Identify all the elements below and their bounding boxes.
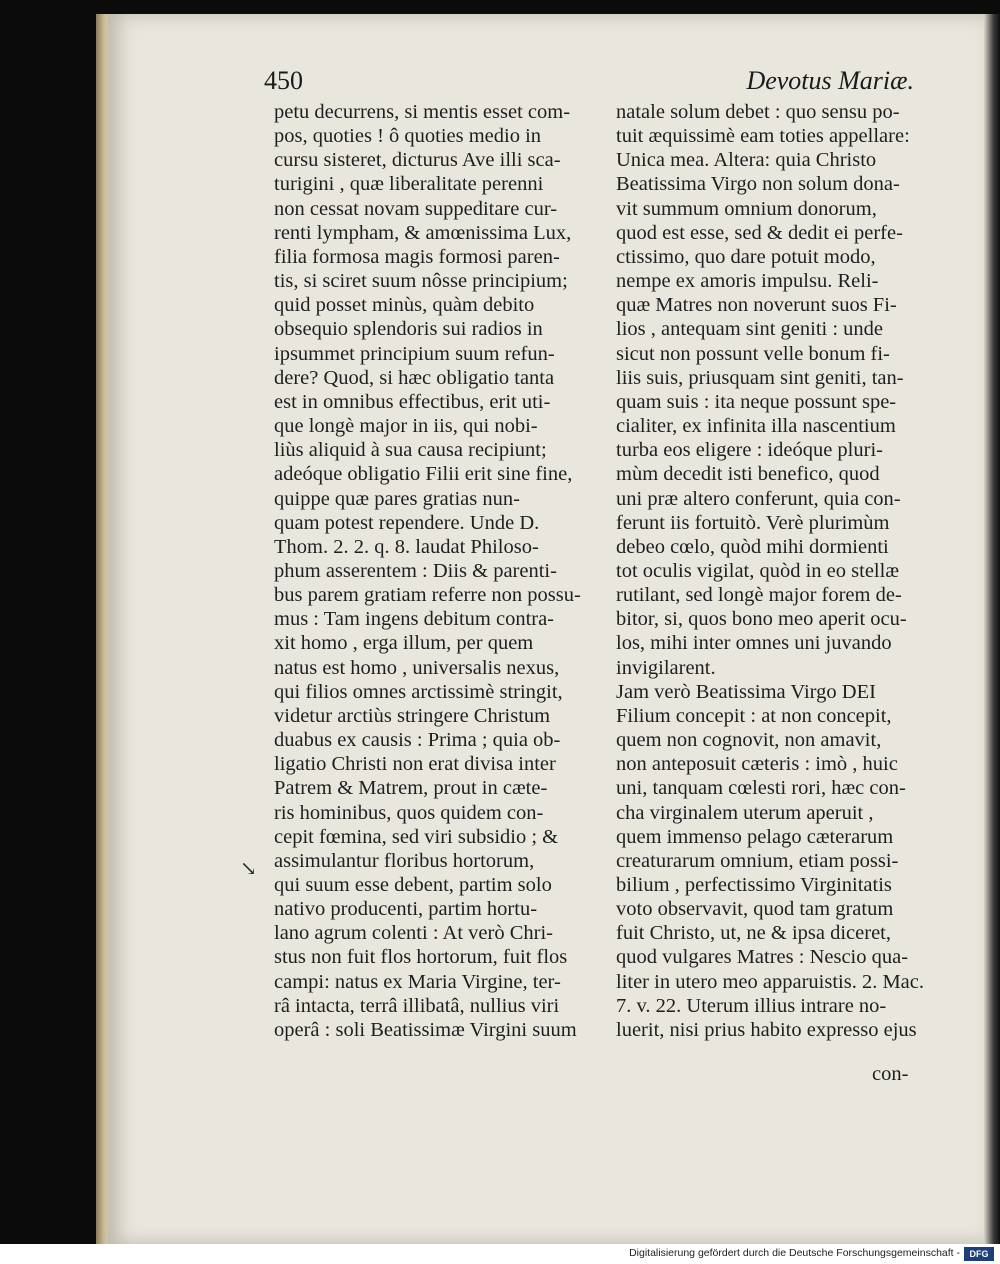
text-line: luerit, nisi prius habito expresso ejus: [616, 1018, 917, 1041]
text-line: natus est homo , universalis nexus,: [274, 656, 560, 679]
running-title: Devotus Mariæ.: [746, 66, 914, 95]
text-line: Filium concepit : at non concepit,: [616, 704, 892, 727]
text-line: turba eos eligere : ideóque pluri-: [616, 439, 883, 462]
page-header: [264, 66, 924, 96]
text-line: bitor, si, quos bono meo aperit ocu-: [616, 608, 907, 631]
text-line: ferunt iis fortuitò. Verè plurimùm: [616, 511, 890, 534]
text-line: mùm decedit isti benefico, quod: [616, 463, 880, 486]
text-line: bilium , perfectissimo Virginitatis: [616, 874, 892, 896]
text-line: nativo producenti, partim hortu-: [274, 898, 538, 921]
text-line: pos, quoties ! ô quoties medio in: [274, 125, 542, 148]
text-line: est in omnibus effectibus, erit uti-: [274, 390, 551, 413]
text-line: cursu sisteret, dicturus Ave illi sca-: [274, 149, 561, 172]
text-line: quippe quæ pares gratias nun-: [274, 487, 520, 510]
text-line: sicut non possunt velle bonum fi-: [616, 342, 890, 365]
text-line: videtur arctiùs stringere Christum: [274, 704, 551, 727]
text-line: Jam verò Beatissima Virgo DEI: [616, 680, 876, 703]
text-line: invigilarent.: [616, 656, 716, 679]
dfg-logo: DFG: [964, 1247, 994, 1261]
text-line: Beatissima Virgo non solum dona-: [616, 173, 900, 196]
text-line: obsequio splendoris sui radios in: [274, 318, 543, 341]
text-line: liter in utero meo apparuistis. 2. Mac.: [616, 970, 924, 993]
text-line: ctissimo, quo dare potuit modo,: [616, 245, 876, 268]
text-line: cialiter, ex infinita illa nascentium: [616, 415, 896, 438]
text-line: ipsummet principium suum refun-: [274, 342, 555, 365]
text-line: voto observavit, quod tam gratum: [616, 898, 894, 921]
text-line: debeo cœlo, quòd mihi dormienti: [616, 535, 889, 558]
text-line: operâ : soli Beatissimæ Virgini suum: [274, 1018, 577, 1041]
text-line: xit homo , erga illum, per quem: [274, 632, 534, 655]
text-line: vit summum omnium donorum,: [616, 197, 877, 220]
text-line: quem immenso pelago cæterarum: [616, 825, 894, 848]
text-line: quæ Matres non noverunt suos Fi-: [616, 294, 897, 317]
text-line: petu decurrens, si mentis esset com-: [274, 101, 571, 123]
text-line: qui suum esse debent, partim solo: [274, 874, 552, 896]
text-line: turigini , quæ liberalitate perenni: [274, 173, 544, 196]
text-line: non anteposuit cæteris : imò , huic: [616, 753, 898, 776]
text-line: quod est esse, sed & dedit ei perfe-: [616, 221, 903, 244]
text-line: tot oculis vigilat, quòd in eo stellæ: [616, 559, 899, 582]
text-line: que longè major in iis, qui nobi-: [274, 415, 538, 438]
digitization-footer: [0, 1244, 1000, 1264]
left-text-column: [274, 100, 596, 1042]
text-line: cha virginalem uterum aperuit ,: [616, 801, 874, 824]
margin-mark: ↘: [240, 858, 257, 880]
text-line: los, mihi inter omnes uni juvando: [616, 632, 892, 655]
text-line: adeóque obligatio Filii erit sine fine,: [274, 463, 573, 486]
text-line: râ intacta, terrâ illibatâ, nullius viri: [274, 994, 560, 1017]
text-line: uni, tanquam cœlesti rori, hæc con-: [616, 777, 906, 800]
text-line: quem non cognovit, non amavit,: [616, 729, 882, 752]
text-line: lios , antequam sint geniti : unde: [616, 318, 884, 341]
text-line: rutilant, sed longè major forem de-: [616, 584, 902, 607]
text-line: liùs aliquid à sua causa recipiunt;: [274, 439, 547, 462]
text-line: phum asserentem : Diis & parenti-: [274, 559, 557, 582]
text-line: Patrem & Matrem, prout in cæte-: [274, 777, 548, 800]
text-line: quid posset minùs, quàm debito: [274, 294, 535, 317]
text-line: filia formosa magis formosi paren-: [274, 245, 560, 268]
right-text-column: [616, 100, 932, 1042]
text-line: fuit Christo, ut, ne & ipsa diceret,: [616, 922, 891, 945]
text-line: lano agrum colenti : At verò Chri-: [274, 922, 553, 945]
text-line: liis suis, priusquam sint geniti, tan-: [616, 366, 904, 389]
text-line: Unica mea. Altera: quia Christo: [616, 149, 877, 172]
text-line: tis, si sciret suum nôsse principium;: [274, 270, 568, 293]
text-line: renti lympham, & amœnissima Lux,: [274, 221, 572, 244]
text-line: Thom. 2. 2. q. 8. laudat Philoso-: [274, 535, 539, 558]
text-line: ris hominibus, quos quidem con-: [274, 801, 544, 824]
text-line: stus non fuit flos hortorum, fuit flos: [274, 946, 568, 969]
text-line: tuit æquissimè eam toties appellare:: [616, 125, 910, 148]
funding-credit: Digitalisierung gefördert durch die Deutsche Forschungsgemeinschaft -: [629, 1247, 960, 1259]
text-line: quam potest rependere. Unde D.: [274, 511, 540, 534]
text-line: dere? Quod, si hæc obligatio tanta: [274, 366, 555, 389]
text-line: natale solum debet : quo sensu po-: [616, 101, 900, 123]
text-line: ligatio Christi non erat divisa inter: [274, 753, 556, 776]
book-right-edge: [984, 14, 1000, 1244]
text-line: uni præ altero conferunt, quia con-: [616, 487, 901, 510]
text-line: duabus ex causis : Prima ; quia ob-: [274, 729, 561, 752]
text-line: nempe ex amoris impulsu. Reli-: [616, 270, 879, 293]
text-line: quam suis : ita neque possunt spe-: [616, 390, 897, 413]
text-line: campi: natus ex Maria Virgine, ter-: [274, 970, 561, 993]
text-line: quod vulgares Matres : Nescio qua-: [616, 946, 909, 969]
catchword: con-: [872, 1063, 909, 1085]
text-line: cepit fœmina, sed viri subsidio ; &: [274, 825, 559, 848]
text-line: 7. v. 22. Uterum illius intrare no-: [616, 994, 887, 1017]
text-line: non cessat novam suppeditare cur-: [274, 197, 558, 220]
text-line: mus : Tam ingens debitum contra-: [274, 608, 555, 631]
text-line: assimulantur floribus hortorum,: [274, 849, 535, 872]
text-line: creaturarum omnium, etiam possi-: [616, 849, 899, 872]
text-line: bus parem gratiam referre non possu-: [274, 584, 581, 607]
page-number: 450: [264, 66, 303, 95]
text-line: qui filios omnes arctissimè stringit,: [274, 680, 563, 703]
